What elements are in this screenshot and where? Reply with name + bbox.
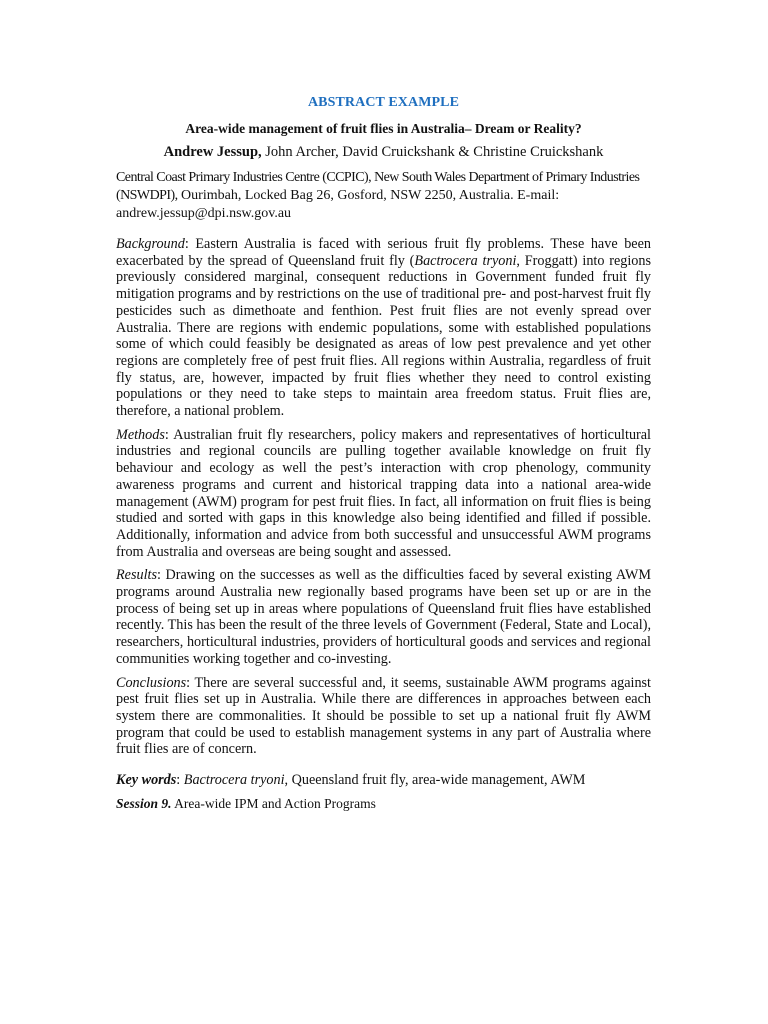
session-text: Area-wide IPM and Action Programs [171,796,376,812]
keywords-species: Bactrocera tryoni [183,772,285,789]
author-list [116,143,651,161]
methods-label: Methods [116,426,165,443]
background-text-1: : Eastern Australia is faced with serious fruit fly problems. These have been exacerbated by the spread of Queensland fruit fly ( [116,236,651,269]
keywords-rest: , Queensland fruit fly, area-wide management, AWM [284,772,586,789]
keywords-label: Key words [116,772,177,789]
session-line [116,795,651,812]
keywords-separator: : [176,772,184,789]
methods-text: : Australian fruit fly researchers, policy makers and representatives of horticultural industries and regional councils are pulling together available knowledge on fruit fly behaviour and ecology as well the pest’s interaction with crop phenology, community awareness programs and current and historical trapping data into a national area-wide management (AWM) program for pest fruit flies. In fact, all information on fruit flies is being studied and sorted with gaps in this knowledge also being identified and filled if possible. Additionally, information and advice from both successful and unsuccessful AWM programs from Australia and overseas are being sought and assessed. [116,426,651,560]
affiliation-address: Ourimbah, Locked Bag 26, Gosford, NSW 2250, Australia. E-mail: andrew.jessup@dpi.nsw.gov.au [116,188,560,221]
results-section [116,567,651,667]
conclusions-section [116,675,651,759]
background-text-2: , Froggatt) into regions previously considered marginal, consequent reductions in Government funded fruit fly mitigation programs and by restrictions on the use of traditional pre- and post-harvest fruit fly pesticides such as dimethoate and fenthion. Pest fruit flies are not evenly spread over Australia. There are regions with endemic populations, some with established populations some of which could feasibly be designated as areas of low pest prevalence and yet other regions are completely free of pest fruit flies. All regions within Australia, regardless of fruit fly status, are, however, impacted by fruit flies whether they need to control existing populations or they need to take steps to maintain area freedom status. Fruit flies are, therefore, a national problem. [116,252,652,420]
background-section [116,236,651,420]
session-label: Session 9. [116,796,172,812]
abstract-heading: ABSTRACT EXAMPLE [307,95,460,110]
abstract-page [116,94,651,812]
conclusions-text: : There are several successful and, it seems, sustainable AWM programs against pest fruit flies set up in Australia. While there are differences in approaches between each system there are commonalities. It should be possible to set up a national fruit fly AWM program that could be used to establish management systems in any part of Australia where fruit flies are of concern. [116,674,651,758]
affiliation-institution: Central Coast Primary Industries Centre (CCPIC), New South Wales Department of Primary Industries (NSWDPI), [116,170,640,203]
lead-author: Andrew Jessup, [163,144,262,160]
results-text: : Drawing on the successes as well as the difficulties faced by several existing AWM programs around Australia new regionally based programs have been set up or are in the process of being set up in areas where populations of Queensland fruit flies have established recently. This has been the result of the three levels of Government (Federal, State and Local), researchers, horticultural industries, providers of horticultural goods and services and regional communities working together and co-investing. [116,567,651,667]
results-label: Results [116,567,157,584]
keywords-line [116,772,651,789]
co-authors: John Archer, David Cruickshank & Christine Cruickshank [261,144,604,160]
paper-title: Area-wide management of fruit flies in Australia– Dream or Reality? [185,121,582,136]
background-species: Bactrocera tryoni [414,252,517,269]
affiliation [116,169,651,223]
background-label: Background [116,236,185,252]
methods-section [116,427,651,561]
conclusions-label: Conclusions [116,674,187,691]
